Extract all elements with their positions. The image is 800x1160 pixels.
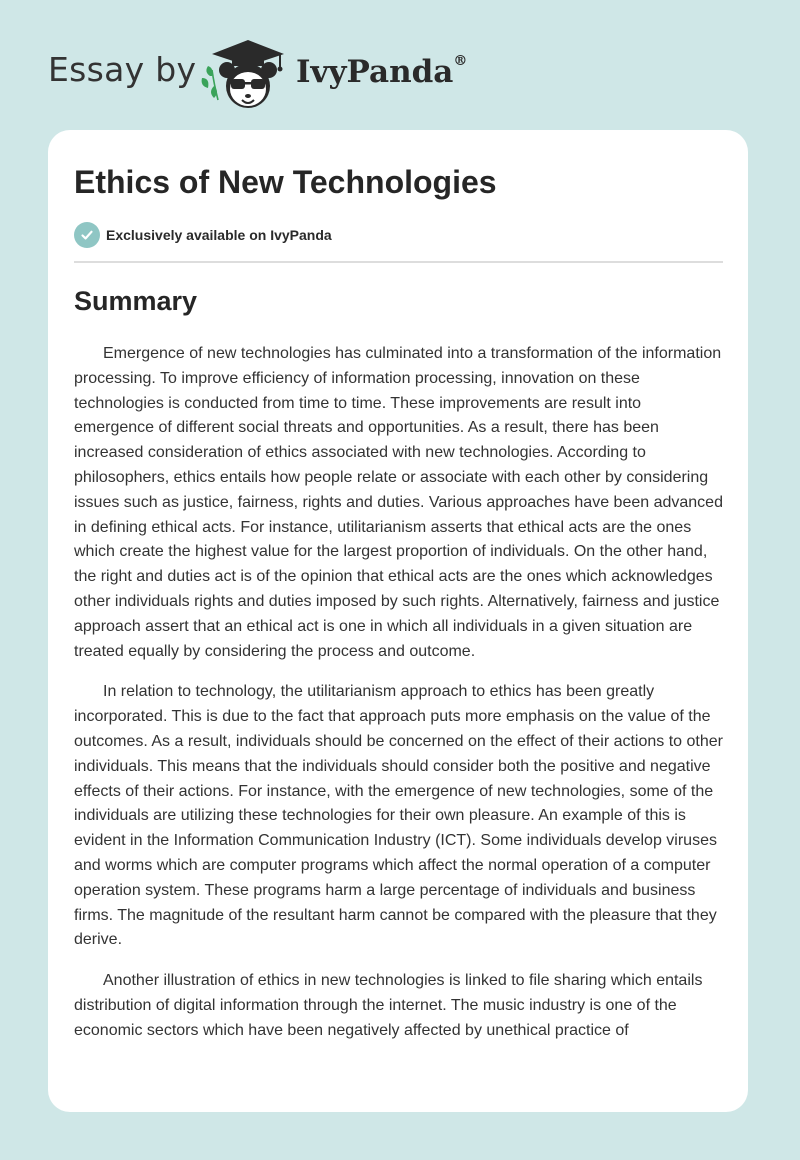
essay-body	[74, 342, 724, 1060]
site-header	[0, 0, 800, 130]
paragraph: In relation to technology, the utilitarianism approach to ethics has been greatly incorporated. This is due to the fact that approach puts more emphasis on the value of the outcomes. As a result, individuals should be concerned on the effect of their actions to other individuals. This means that the individuals should consider both the positive and negative effects of their actions. For instance, with the emergence of new technologies, some of the individuals are utilizing these technologies for their own pleasure. An example of this is evident in the Information Communication Industry (ICT). Some individuals develop viruses and worms which are computer programs which affect the normal operation of a computer operation system. These programs harm a large percentage of individuals and business firms. The magnitude of the resultant harm cannot be compared with the pleasure that they derive.	[74, 683, 723, 949]
checkmark-icon	[74, 222, 100, 248]
panda-logo-icon[interactable]	[200, 36, 292, 110]
exclusive-badge	[74, 222, 332, 248]
divider	[74, 261, 723, 263]
badge-text: Exclusively available on IvyPanda	[106, 227, 332, 243]
section-heading-summary: Summary	[74, 286, 198, 316]
paragraph: Emergence of new technologies has culminated into a transformation of the information processing. To improve efficiency of information processing, innovation on these technologies is conducted from time to time. These improvements are result into emergence of different social threats and opportunities. As a result, there has been increased consideration of ethics associated with new technologies. According to philosophers, ethics entails how people relate or associate with each other by considering issues such as justice, fairness, rights and duties. Various approaches have been advanced in defining ethical acts. For instance, utilitarianism asserts that ethical acts are the ones which create the highest value for the largest proportion of individuals. On the other hand, the right and duties act is of the opinion that ethical acts are the ones which acknowledges other individuals rights and duties imposed by such rights. Alternatively, fairness and justice approach assert that an ethical act is one in which all individuals in a given situation are treated equally by considering the process and outcome.	[74, 345, 723, 660]
essay-title: Ethics of New Technologies	[74, 164, 497, 200]
trademark-symbol: ®	[453, 52, 468, 69]
paragraph: Another illustration of ethics in new technologies is linked to file sharing which entails distribution of digital information through the internet. The music industry is one of the economic sectors which have been negatively affected by unethical practice of	[74, 972, 703, 1039]
brand-name: IvyPanda®	[296, 52, 468, 90]
essay-card	[48, 130, 748, 1112]
essay-by-label: Essay by	[48, 50, 197, 89]
